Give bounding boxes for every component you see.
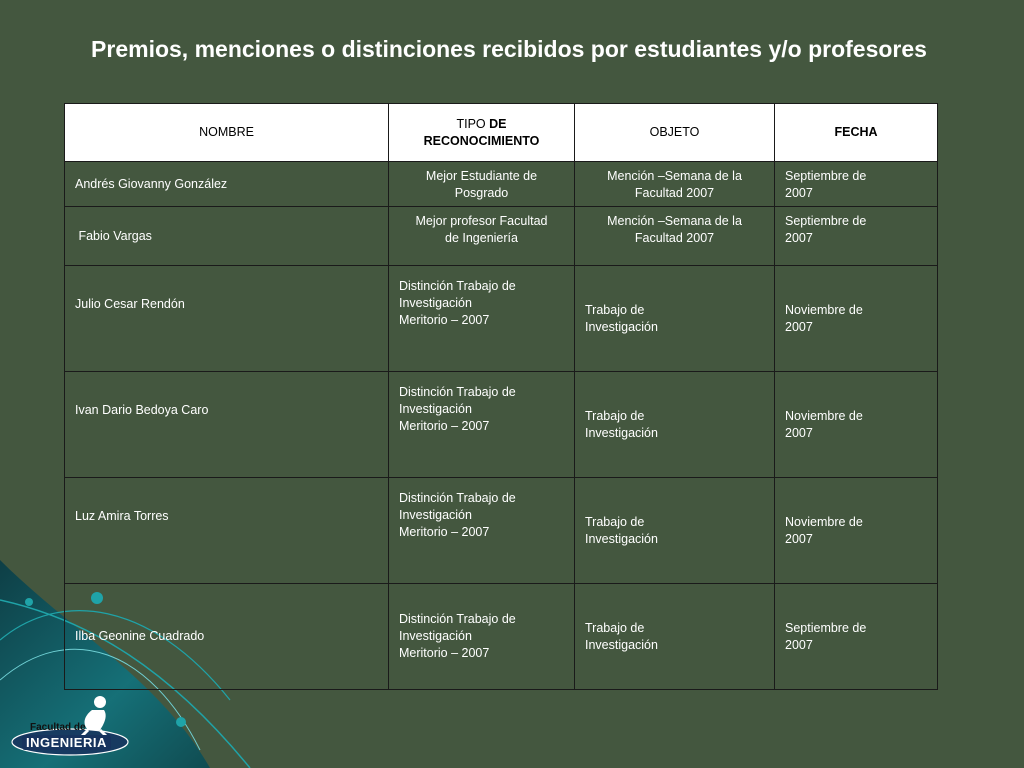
cell-tipo-line: Investigación	[399, 296, 472, 310]
table-row	[65, 207, 938, 266]
cell-objeto-line: Investigación	[585, 425, 658, 440]
cell-objeto-line: Investigación	[585, 638, 658, 652]
cell-tipo-line: de Ingeniería	[445, 231, 518, 245]
cell-fecha-line: 2007	[785, 186, 813, 200]
cell-fecha-line: Noviembre de	[785, 408, 863, 423]
cell-nombre: Ivan Dario Bedoya Caro	[65, 372, 389, 478]
cell-objeto-line: Trabajo de	[585, 621, 645, 635]
cell-tipo-line: Distinción Trabajo de	[399, 612, 516, 626]
cell-tipo-line: Mejor Estudiante de	[425, 169, 538, 183]
table-row	[65, 162, 938, 207]
cell-objeto-line: Investigación	[585, 319, 658, 334]
cell-tipo-line: Posgrado	[454, 186, 509, 200]
cell-fecha-line: 2007	[785, 425, 813, 440]
cell-objeto	[575, 266, 775, 372]
cell-objeto-line: Mención –Semana de la	[607, 214, 742, 228]
header-tipo-c: RECONOCIMIENTO	[423, 133, 540, 148]
table-header-row	[65, 104, 938, 162]
logo-line1: Facultad de	[30, 722, 86, 733]
cell-fecha	[775, 372, 938, 478]
header-nombre: NOMBRE	[65, 104, 389, 162]
cell-tipo	[389, 266, 575, 372]
cell-tipo	[389, 372, 575, 478]
header-objeto: OBJETO	[575, 104, 775, 162]
cell-tipo-line: Distinción Trabajo de	[399, 279, 516, 293]
cell-fecha-line: Septiembre de	[785, 214, 867, 228]
awards-table	[64, 103, 938, 690]
header-tipo	[389, 104, 575, 162]
logo-line2: INGENIERIA	[22, 735, 111, 750]
table-row	[65, 266, 938, 372]
cell-tipo-line: Mejor profesor Facultad	[415, 214, 548, 228]
cell-objeto-line: Investigación	[585, 531, 658, 546]
cell-objeto-line: Facultad 2007	[634, 231, 715, 245]
header-fecha: FECHA	[775, 104, 938, 162]
cell-fecha-line: Septiembre de	[785, 169, 867, 183]
cell-objeto	[575, 478, 775, 584]
cell-tipo	[389, 207, 575, 266]
cell-tipo-line: Distinción Trabajo de	[399, 385, 516, 399]
cell-fecha	[775, 162, 938, 207]
cell-fecha-line: Noviembre de	[785, 514, 863, 529]
cell-nombre: Andrés Giovanny González	[65, 162, 389, 207]
cell-tipo-line: Investigación	[399, 508, 472, 522]
cell-fecha-line: 2007	[785, 231, 813, 245]
cell-tipo-line: Investigación	[399, 629, 472, 643]
cell-fecha-line: Septiembre de	[785, 621, 867, 635]
faculty-logo	[8, 690, 148, 760]
table-row	[65, 584, 938, 690]
cell-tipo	[389, 584, 575, 690]
cell-objeto-line: Trabajo de	[585, 514, 645, 529]
page-title: Premios, menciones o distinciones recibidos por estudiantes y/o profesores	[91, 36, 927, 62]
cell-nombre: Fabio Vargas	[65, 207, 389, 266]
table-row	[65, 478, 938, 584]
cell-tipo	[389, 162, 575, 207]
cell-objeto-line: Mención –Semana de la	[607, 169, 742, 183]
cell-fecha-line: 2007	[785, 319, 813, 334]
cell-fecha	[775, 478, 938, 584]
cell-fecha	[775, 207, 938, 266]
cell-objeto-line: Trabajo de	[585, 408, 645, 423]
cell-tipo	[389, 478, 575, 584]
cell-fecha-line: 2007	[785, 638, 813, 652]
cell-fecha	[775, 266, 938, 372]
cell-objeto-line: Facultad 2007	[634, 186, 715, 200]
cell-tipo-line: Meritorio – 2007	[399, 313, 490, 327]
cell-tipo-line: Meritorio – 2007	[399, 646, 490, 660]
cell-nombre: Julio Cesar Rendón	[65, 266, 389, 372]
cell-fecha-line: Noviembre de	[785, 302, 863, 317]
cell-objeto	[575, 372, 775, 478]
cell-objeto	[575, 207, 775, 266]
header-tipo-b: DE	[489, 116, 507, 131]
cell-fecha-line: 2007	[785, 531, 813, 546]
cell-tipo-line: Distinción Trabajo de	[399, 491, 516, 505]
cell-tipo-line: Investigación	[399, 402, 472, 416]
cell-objeto	[575, 584, 775, 690]
table-row	[65, 372, 938, 478]
cell-tipo-line: Meritorio – 2007	[399, 525, 490, 539]
cell-fecha	[775, 584, 938, 690]
cell-nombre: Luz Amira Torres	[65, 478, 389, 584]
header-tipo-a: TIPO	[456, 116, 486, 131]
cell-tipo-line: Meritorio – 2007	[399, 419, 490, 433]
cell-nombre: Ilba Geonine Cuadrado	[65, 584, 389, 690]
cell-objeto	[575, 162, 775, 207]
cell-objeto-line: Trabajo de	[585, 302, 645, 317]
